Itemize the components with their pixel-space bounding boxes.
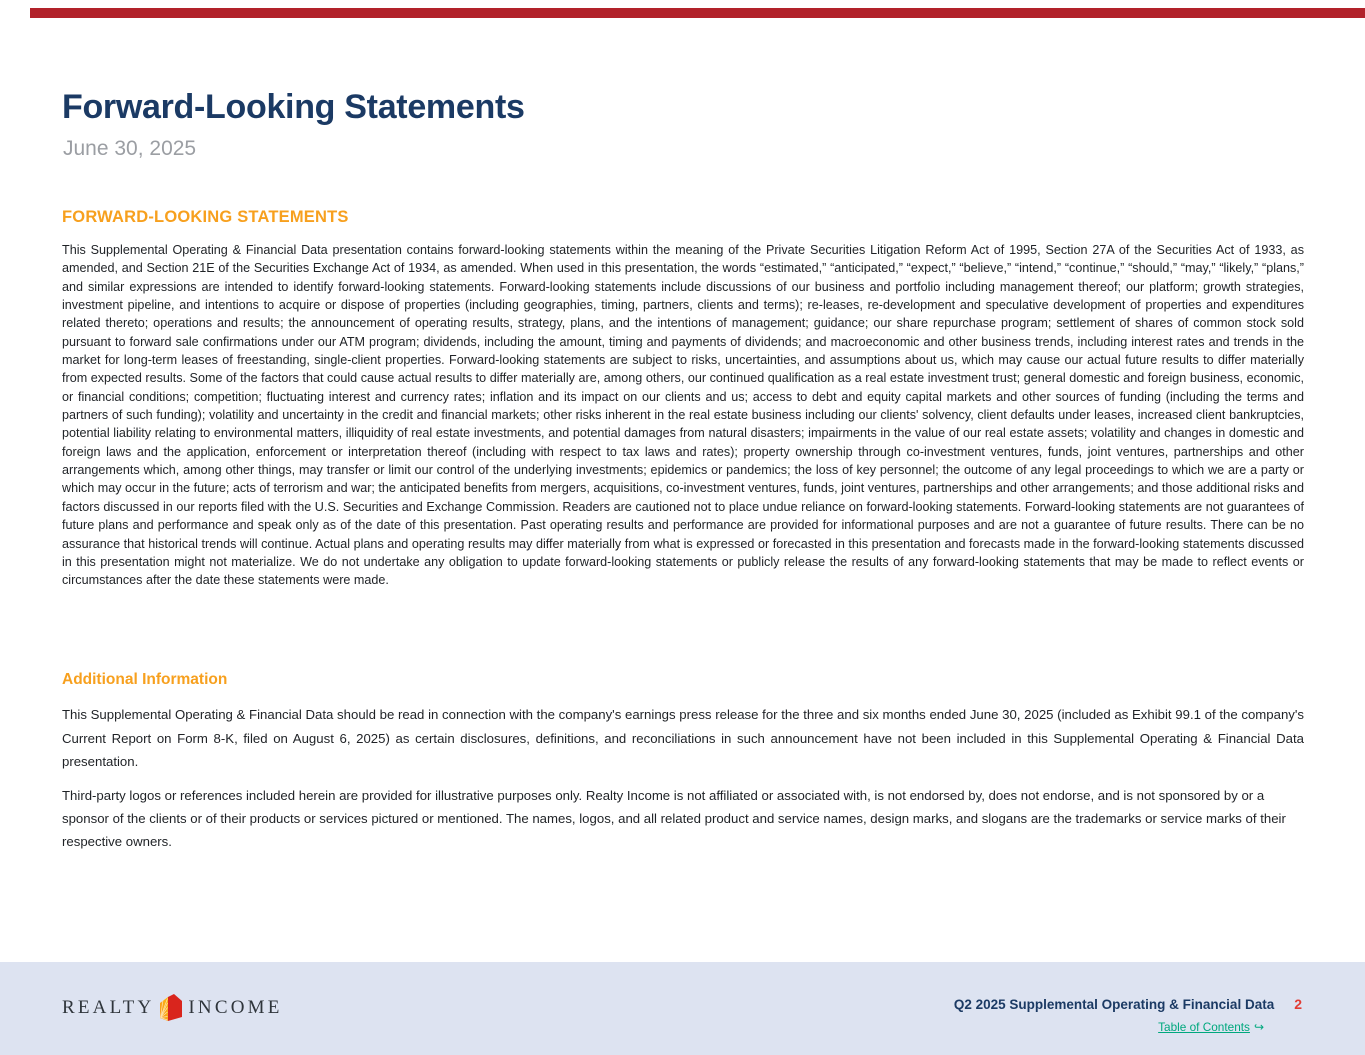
return-hook-arrow-icon: ↪ — [1253, 1020, 1264, 1034]
footer-right-block — [954, 996, 1302, 1034]
footer-page-number: 2 — [1294, 996, 1302, 1012]
table-of-contents-row — [954, 1020, 1264, 1034]
logo-word-realty: REALTY — [62, 997, 155, 1018]
page-date: June 30, 2025 — [63, 137, 197, 160]
footer-doc-title-row — [954, 996, 1302, 1012]
section-heading-additional-information: Additional Information — [62, 671, 228, 688]
footer-doc-title: Q2 2025 Supplemental Operating & Financial Data — [953, 997, 1275, 1012]
table-of-contents-link[interactable]: Table of Contents — [1158, 1020, 1250, 1034]
logo-word-income: INCOME — [188, 997, 283, 1018]
top-accent-bar — [30, 8, 1365, 18]
realty-income-logo — [62, 994, 283, 1022]
section-heading-forward-looking-statements: FORWARD-LOOKING STATEMENTS — [62, 208, 349, 226]
additional-information-paragraph-2: Third-party logos or references included herein are provided for illustrative purposes only. Realty Income is not affiliated or associated with, is not endorsed by, does not endorse, and is not sponsored by or a sponsor of the clients or of their products or services pictured or mentioned. The names, logos, and all related product and service names, design marks, and slogans are the trademarks or service marks of their respective owners. — [62, 788, 1286, 850]
page-title: Forward-Looking Statements — [62, 88, 525, 126]
realty-income-house-cube-icon — [159, 994, 183, 1022]
forward-looking-statements-paragraph: This Supplemental Operating & Financial Data presentation contains forward-looking statements within the meaning of the Private Securities Litigation Reform Act of 1995, Section 27A of the Securities Act of 1933, as amended, and Section 21E of the Securities Exchange Act of 1934, as amended. When used in this presentation, the words “estimated,” “anticipated,” “expect,” “believe,” “intend,” “continue,” “should,” “may,” “likely,” “plans,” and similar expressions are intended to identify forward-looking statements. Forward-looking statements include discussions of our business and portfolio including management thereof; our platform; growth strategies, investment pipeline, and intentions to acquire or dispose of properties (including geographies, timing, partners, clients and terms); re-leases, re-development and speculative development of properties and expenditures related thereto; operations and results; the announcement of operating results, strategy, plans, and the intentions of management; guidance; our share repurchase program; settlement of shares of common stock sold pursuant to forward sale confirmations under our ATM program; dividends, including the amount, timing and payments of dividends; and macroeconomic and other business trends, including interest rates and trends in the market for long-term leases of freestanding, single-client properties. Forward-looking statements are subject to risks, uncertainties, and assumptions about us, which may cause our actual future results to differ materially from expected results. Some of the factors that could cause actual results to differ materially are, among others, our continued qualification as a real estate investment trust; general domestic and foreign business, economic, or financial conditions; competition; fluctuating interest and currency rates; inflation and its impact on our clients and us; access to debt and equity capital markets and other sources of funding (including the terms and partners of such funding); volatility and uncertainty in the credit and financial markets; other risks inherent in the real estate business including our clients' solvency, client defaults under leases, increased client bankruptcies, potential liability relating to environmental matters, illiquidity of real estate investments, and potential damages from natural disasters; impairments in the value of our real estate assets; volatility and changes in domestic and foreign laws and the application, enforcement or interpretation thereof (including with respect to tax laws and rates); property ownership through co-investment ventures, funds, joint ventures, partnerships and other arrangements which, among other things, may transfer or limit our control of the underlying investments; epidemics or pandemics; the loss of key personnel; the outcome of any legal proceedings to which we are a party or which may occur in the future; acts of terrorism and war; the anticipated benefits from mergers, acquisitions, co-investment ventures, funds, joint ventures, partnerships and other arrangements; and those additional risks and factors discussed in our reports filed with the U.S. Securities and Exchange Commission. Readers are cautioned not to place undue reliance on forward-looking statements. Forward-looking statements are not guarantees of future plans and performance and speak only as of the date of this presentation. Past operating results and performance are provided for informational purposes and are not a guarantee of future results. There can be no assurance that historical trends will continue. Actual plans and operating results may differ materially from what is expressed or forecasted in this presentation and forecasts made in the forward-looking statements discussed in this presentation might not materialize. We do not undertake any obligation to update forward-looking statements or publicly release the results of any forward-looking statements that may be made to reflect events or circumstances after the date these statements were made. — [62, 243, 1304, 588]
footer-bar — [0, 962, 1365, 1055]
additional-information-paragraph-1: This Supplemental Operating & Financial Data should be read in connection with the company's earnings press release for the three and six months ended June 30, 2025 (included as Exhibit 99.1 of the company's Current Report on Form 8-K, filed on August 6, 2025) as certain disclosures, definitions, and reconciliations in such announcement have not been included in this Supplemental Operating & Financial Data presentation. — [62, 707, 1304, 770]
